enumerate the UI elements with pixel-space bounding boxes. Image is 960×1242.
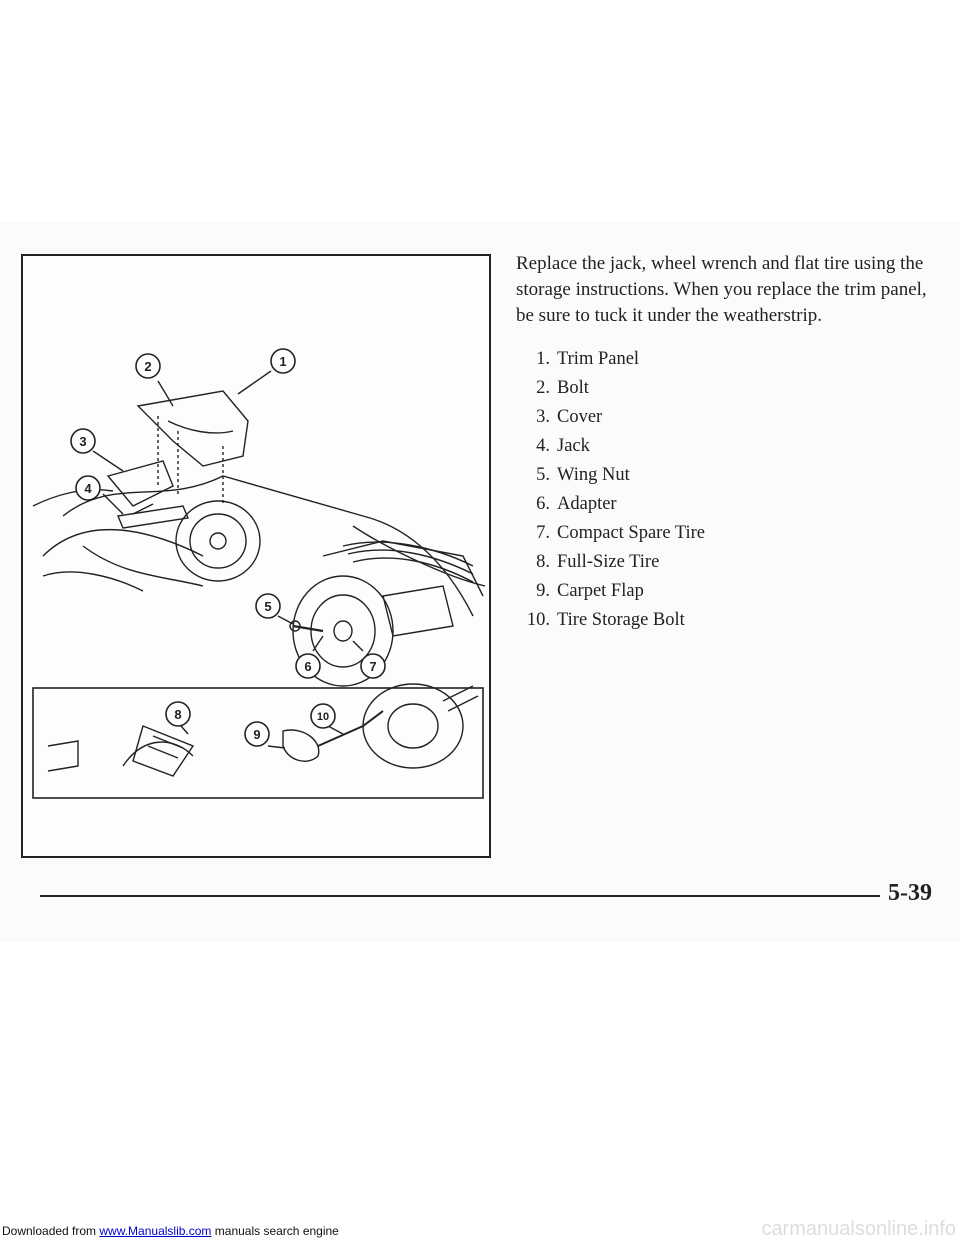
manualslib-link[interactable]: www.Manualslib.com: [99, 1224, 212, 1238]
intro-paragraph: Replace the jack, wheel wrench and flat tire using the storage instructions. When you replace the trim panel, be sure to tuck it under the weatherstrip.: [516, 253, 927, 326]
item-label: Compact Spare Tire: [557, 523, 705, 543]
spare-tire-storage-illustration: [21, 254, 491, 858]
item-number: 9.: [536, 581, 550, 601]
callout-7: 7: [369, 659, 377, 674]
callout-5: 5: [264, 599, 272, 614]
item-label: Wing Nut: [557, 465, 630, 485]
callout-4: 4: [84, 481, 92, 496]
download-footer: [2, 1224, 339, 1238]
item-number: 6.: [536, 494, 550, 514]
item-label: Bolt: [557, 378, 589, 398]
callout-3: 3: [79, 434, 87, 449]
list-item: [516, 345, 705, 374]
item-label: Carpet Flap: [557, 581, 644, 601]
item-label: Cover: [557, 407, 603, 427]
callout-6: 6: [304, 659, 312, 674]
item-number: 10.: [526, 610, 550, 630]
item-label: Full-Size Tire: [557, 552, 660, 572]
item-number: 5.: [536, 465, 550, 485]
list-item: [516, 432, 705, 461]
item-label: Adapter: [557, 494, 617, 514]
item-label: Trim Panel: [557, 349, 640, 369]
callout-10: 10: [316, 711, 330, 723]
page-number: 5-39: [888, 880, 932, 906]
item-number: 2.: [536, 378, 550, 398]
watermark: carmanualsonline.info: [761, 1218, 956, 1240]
list-item: [516, 403, 705, 432]
list-item: [516, 374, 705, 403]
footer-rule: [40, 895, 880, 897]
item-number: 4.: [536, 436, 550, 456]
item-label: Jack: [557, 436, 590, 456]
callout-1: 1: [279, 354, 287, 369]
footer-suffix: manuals search engine: [211, 1224, 339, 1238]
list-item: [516, 548, 705, 577]
list-item: [516, 577, 705, 606]
item-number: 8.: [536, 552, 550, 572]
list-item: [516, 490, 705, 519]
callout-2: 2: [144, 359, 152, 374]
list-item: [516, 606, 705, 635]
callout-9: 9: [253, 727, 261, 742]
item-number: 3.: [536, 407, 550, 427]
callout-8: 8: [174, 707, 182, 722]
list-item: [516, 519, 705, 548]
item-number: 1.: [536, 349, 550, 369]
item-label: Tire Storage Bolt: [557, 610, 685, 630]
list-item: [516, 461, 705, 490]
parts-list: [516, 345, 705, 635]
footer-prefix: Downloaded from: [2, 1224, 100, 1238]
item-number: 7.: [536, 523, 550, 543]
